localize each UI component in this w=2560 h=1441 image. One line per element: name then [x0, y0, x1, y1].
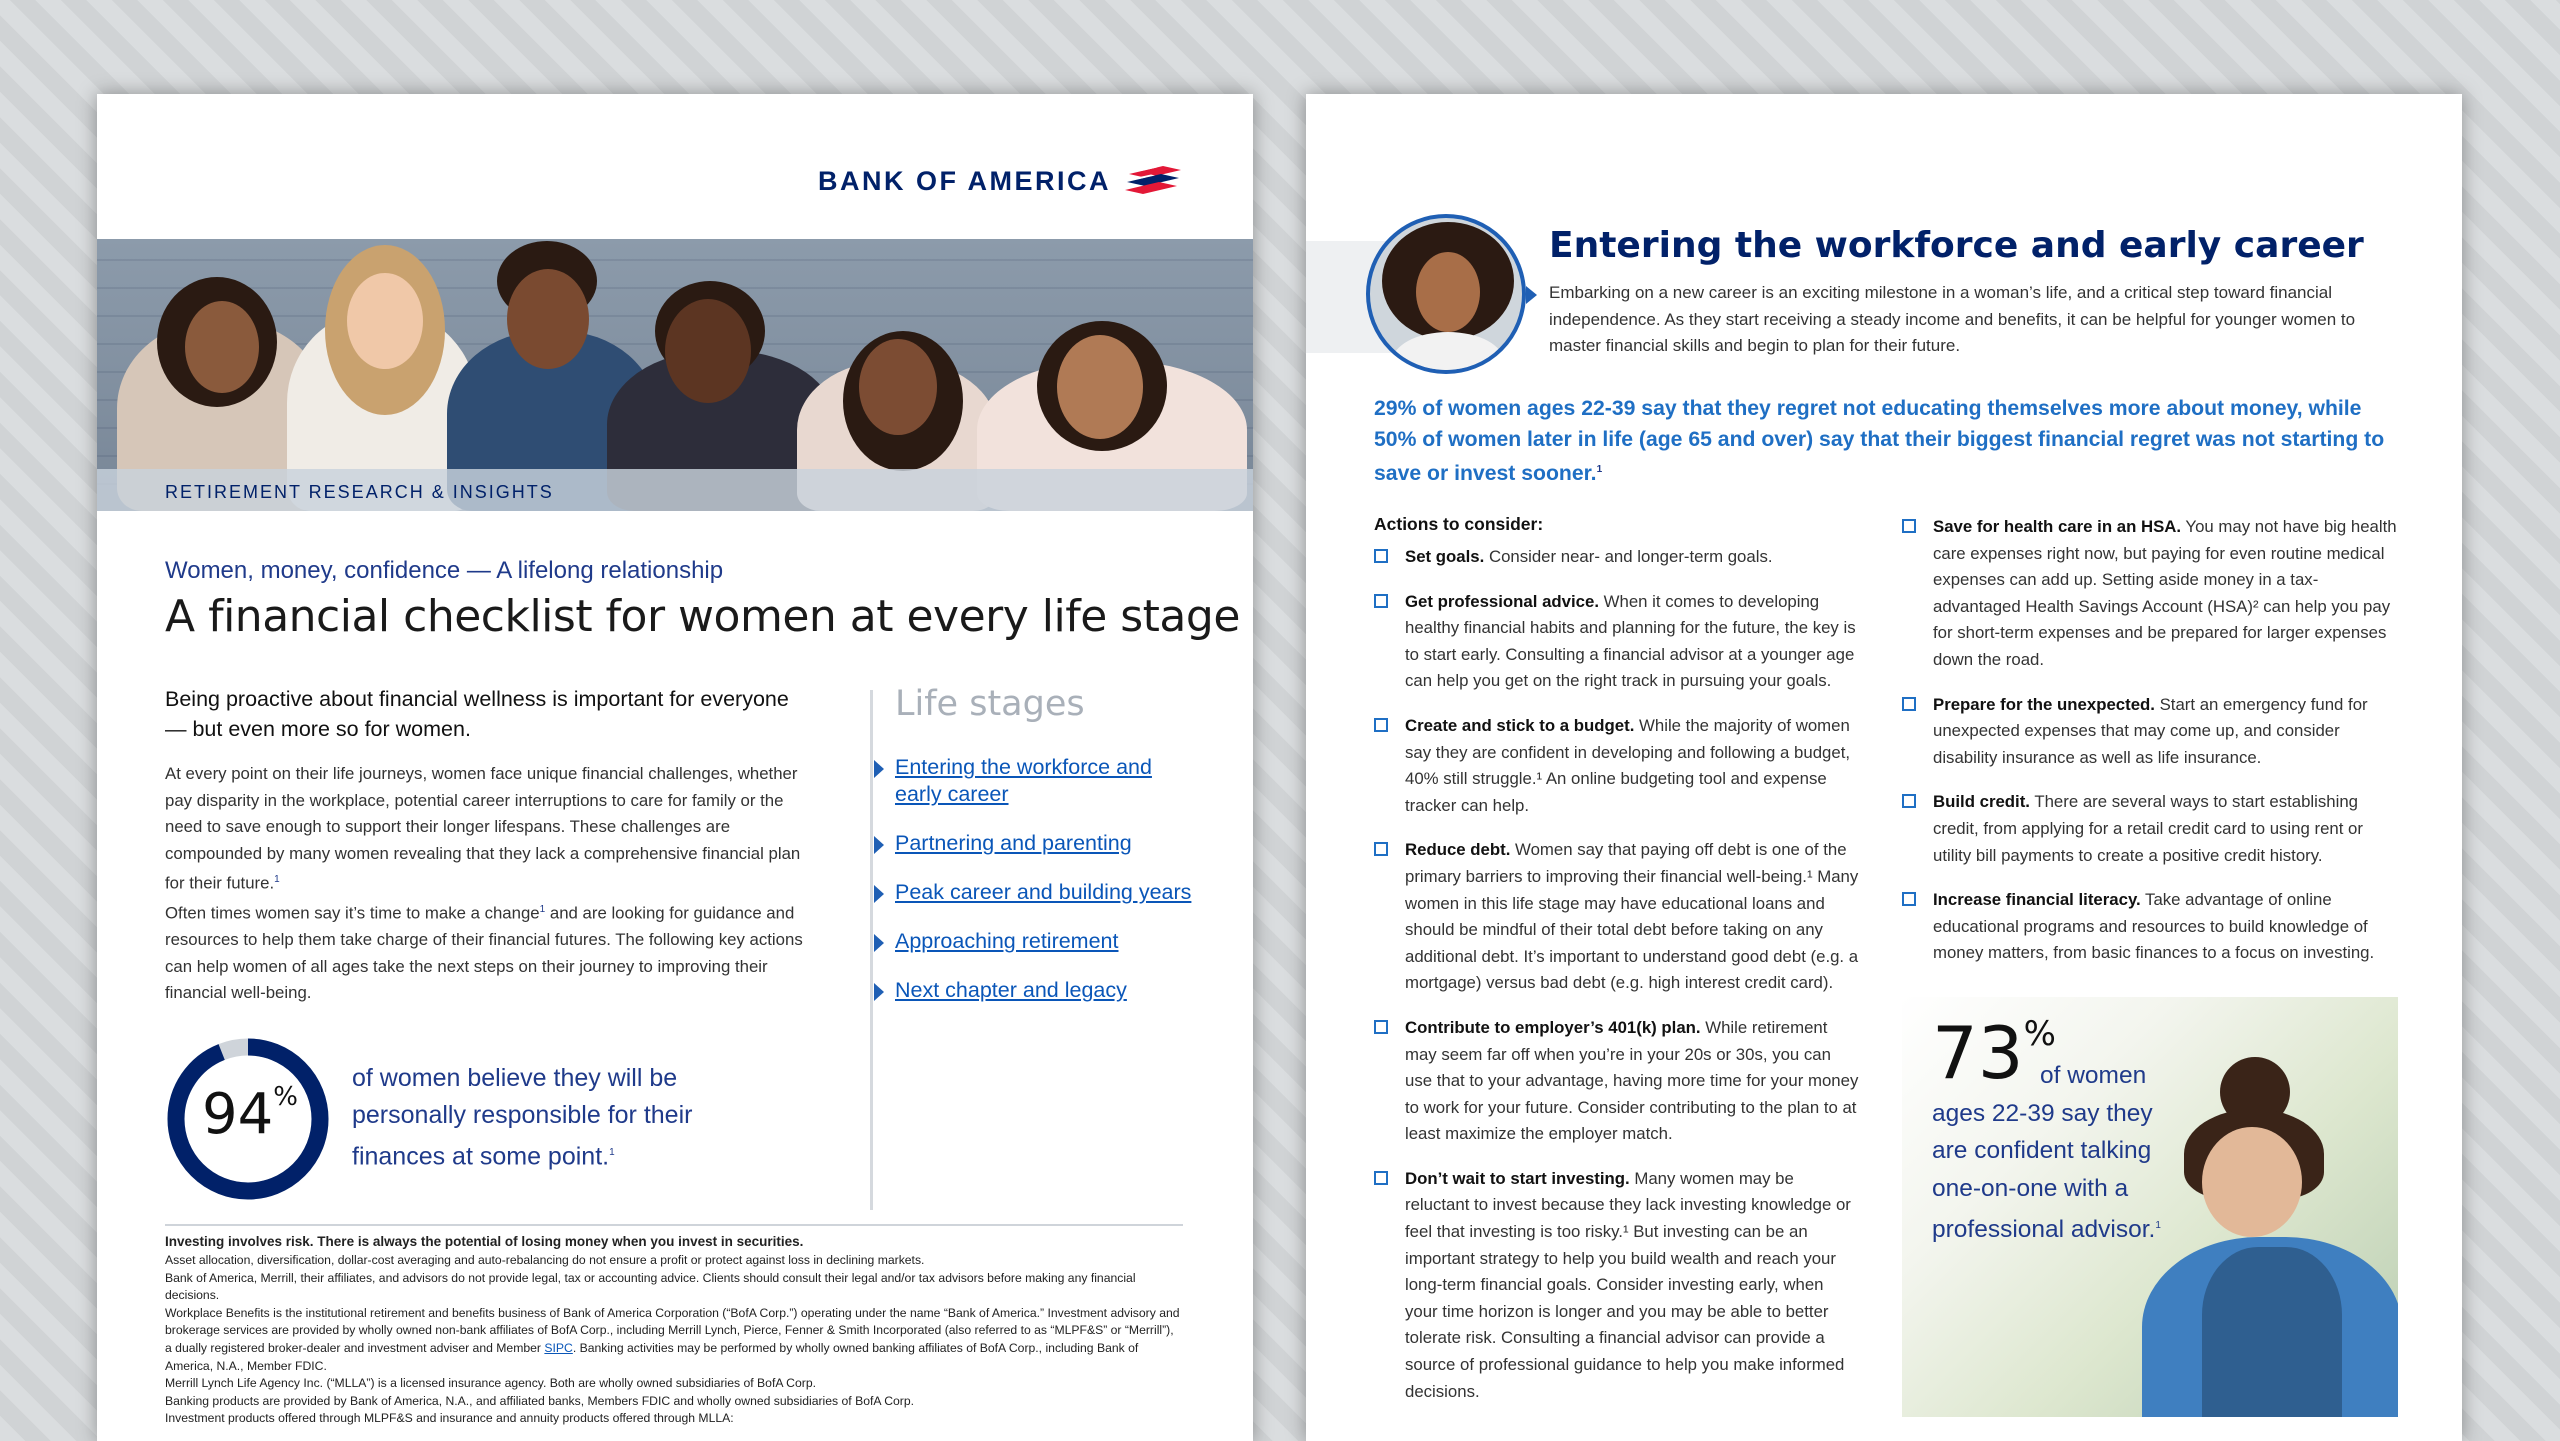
life-stage-link-legacy[interactable]: Next chapter and legacy — [895, 978, 1127, 1002]
life-stage-item[interactable] — [874, 928, 1204, 955]
action-item: Prepare for the unexpected. Start an emergency fund for unexpected expenses that may come up, and consider disability insurance as well as life insurance. — [1902, 692, 2402, 772]
disclaimer-line: Merrill Lynch Life Agency Inc. (“MLLA”) is a licensed insurance agency. Both are wholly owned subsidiaries of BofA Corp. — [165, 1376, 816, 1391]
checkbox-icon[interactable] — [1902, 519, 1916, 533]
checklist-page-inside — [1306, 94, 2462, 1441]
life-stage-item[interactable] — [874, 977, 1204, 1004]
arrow-right-icon — [874, 934, 884, 952]
footnote-ref[interactable]: 1 — [609, 1147, 615, 1158]
disclaimer-line: Asset allocation, diversification, dollar-cost averaging and auto-rebalancing do not ensure a profit or protect against loss in declining markets. — [165, 1253, 925, 1267]
sipc-link[interactable]: SIPC — [544, 1340, 573, 1355]
life-stage-link-peak-career[interactable]: Peak career and building years — [895, 880, 1192, 904]
lead-paragraph: Being proactive about financial wellness is important for everyone — but even more so for women. — [165, 687, 789, 741]
section-title: Entering the workforce and early career — [1549, 225, 2364, 266]
life-stages-heading: Life stages — [895, 684, 1085, 724]
checkbox-icon[interactable] — [1902, 794, 1916, 808]
hero-photo — [97, 239, 1253, 511]
stat-value: 94% — [202, 1082, 298, 1147]
action-item: Save for health care in an HSA. You may not have big health care expenses right now, but paying for even routine medical expenses can add up. Setting aside money in a tax-advantaged Health Savings Account (HSA)² can help you pay for short-term expenses and be prepared for larger expenses down the road. — [1902, 514, 2402, 674]
life-stages-divider — [870, 690, 873, 1210]
action-item: Increase financial literacy. Take advantage of online educational programs and resources to build knowledge of money matters, from basic finances to a focus on investing. — [1902, 887, 2402, 967]
life-stage-item[interactable] — [874, 754, 1204, 808]
action-item: Build credit. There are several ways to start establishing credit, from applying for a retail credit card to using rent or utility bill payments to create a positive credit history. — [1902, 789, 2402, 869]
checkbox-icon[interactable] — [1374, 594, 1388, 608]
action-item: Get professional advice. When it comes to developing healthy financial habits and planning for the future, the key is to start early. Consulting a financial advisor at a younger age can help you get on the right track in pursuing your goals. — [1374, 589, 1860, 695]
promo-stat-value: 73% — [1932, 1011, 2056, 1095]
disclaimer-risk-line: Investing involves risk. There is always the potential of losing money when you invest in securities. — [165, 1234, 804, 1249]
footnote-ref[interactable]: 1 — [274, 874, 280, 885]
footnote-ref[interactable]: 1 — [2155, 1220, 2161, 1231]
footnote-ref[interactable]: 1 — [1596, 464, 1603, 475]
document-subtitle: Women, money, confidence — A lifelong relationship — [165, 557, 724, 584]
checkbox-icon[interactable] — [1374, 1020, 1388, 1034]
action-item: Create and stick to a budget. While the majority of women say they are confident in developing and following a budget, 40% still struggle.¹ An online budgeting tool and expense tracker can help. — [1374, 713, 1860, 819]
portrait-photo — [1366, 214, 1526, 374]
life-stage-link-early-career[interactable]: Entering the workforce and early career — [895, 755, 1152, 806]
pointer-arrow-icon — [1526, 286, 1537, 304]
intro-paragraph: At every point on their life journeys, women face unique financial challenges, whether pay disparity in the workplace, potential career interruptions to care for family or the need to save enough to support their longer lifespans. These challenges are compounded by many women revealing that they lack a comprehensive financial plan for their future.$^1$ — [165, 764, 801, 893]
disclaimer-divider — [165, 1224, 1183, 1226]
action-item: Don’t wait to start investing. Many women may be reluctant to invest because they lack investing knowledge or feel that investing is too risky.¹ But investing can be an important strategy to help you build wealth and reach your long-term financial goals. Consider investing early, when your time horizon is longer and you may be able to better tolerate risk. Consulting a financial advisor can provide a source of professional guidance to help you make informed decisions. — [1374, 1166, 1860, 1405]
checklist-page-front — [97, 94, 1253, 1441]
series-label: RETIREMENT RESEARCH & INSIGHTS — [165, 482, 554, 502]
arrow-right-icon — [874, 836, 884, 854]
logo-wordmark: BANK OF AMERICA — [818, 165, 1111, 196]
flag-logo-icon — [1123, 164, 1185, 198]
disclaimer-line: Banking products are provided by Bank of America, N.A., and affiliated banks, Members FDIC and wholly owned subsidiaries of BofA Corp. — [165, 1393, 915, 1408]
action-item: Reduce debt. Women say that paying off debt is one of the primary barriers to improving their financial well-being.¹ Many women in this life stage may have educational loans and should be mindful of their total debt before taking on any additional debt. It’s important to understand good debt (e.g. a mortgage) versus bad debt (e.g. high interest credit card). — [1374, 837, 1860, 997]
document-title: A financial checklist for women at every life stage — [165, 591, 1240, 642]
actions-list-left — [1374, 544, 1860, 1423]
arrow-right-icon — [874, 983, 884, 1001]
promo-photo-callout — [1902, 997, 2398, 1417]
arrow-right-icon — [874, 760, 884, 778]
disclaimer-line: Workplace Benefits is the institutional retirement and benefits business of Bank of America Corporation (“BofA Corp.”) operating under the name “Bank of America.” Investment advisory and brokerage services are provided by wholly owned non-bank affiliates of BofA Corp., including Merrill Lynch, Pierce, Fenner & Smith Incorporated (also referred to as “MLPF&S” or “Merrill”), a dually registered broker-dealer and investment adviser and Member SIPC. Banking activities may be performed by wholly owned banking affiliates of BofA Corp., including Bank of America, N.A., Member FDIC. — [165, 1305, 1180, 1373]
action-item: Contribute to employer’s 401(k) plan. While retirement may seem far off when you’re in your 20s or 30s, you can use that to your advantage, having more time for your money to work for your future. Consider contributing to the plan to at least maximize the employer match. — [1374, 1015, 1860, 1148]
checkbox-icon[interactable] — [1374, 842, 1388, 856]
disclaimer-block — [165, 1232, 1183, 1428]
checkbox-icon[interactable] — [1374, 718, 1388, 732]
checkbox-icon[interactable] — [1902, 697, 1916, 711]
checkbox-icon[interactable] — [1374, 1171, 1388, 1185]
life-stage-item[interactable] — [874, 830, 1204, 857]
action-item: Set goals. Consider near- and longer-term goals. — [1374, 544, 1860, 571]
disclaimer-line: Investment products offered through MLPF&S and insurance and annuity products offered through MLLA: — [165, 1411, 734, 1426]
guidance-paragraph: Often times women say it’s time to make a change$^1$ and are looking for guidance and resources to help them take charge of their financial futures. The following key actions can help women of all ages take the next steps on their journey to improving their financial well-being. — [165, 903, 803, 1003]
life-stage-link-parenting[interactable]: Partnering and parenting — [895, 831, 1132, 855]
life-stage-item[interactable] — [874, 879, 1204, 906]
pull-quote: 29% of women ages 22-39 say that they regret not educating themselves more about money, while 50% of women later in life (age 65 and over) say that their biggest financial regret was not starting to save or invest sooner.$^1$ — [1374, 397, 2385, 486]
stat-description: of women believe they will be personally responsible for their finances at some point.$^1$ — [352, 1064, 693, 1171]
life-stage-link-retirement[interactable]: Approaching retirement — [895, 929, 1119, 953]
footnote-ref[interactable]: 1 — [539, 904, 546, 915]
actions-heading: Actions to consider: — [1374, 514, 1544, 534]
life-stages-nav — [874, 754, 1204, 1026]
arrow-right-icon — [874, 885, 884, 903]
promo-stat-text: of women ages 22-39 say they are confident talking one-on-one with a professional advisor.$^1$ — [1932, 1062, 2161, 1244]
disclaimer-line: Bank of America, Merrill, their affiliates, and advisors do not provide legal, tax or accounting advice. Clients should consult their legal and/or tax advisors before making any financial decisions. — [165, 1270, 1136, 1303]
checkbox-icon[interactable] — [1374, 549, 1388, 563]
section-intro: Embarking on a new career is an exciting milestone in a woman’s life, and a critical step toward financial independence. As they start receiving a steady income and benefits, it can be helpful for younger women to master financial skills and begin to plan for their future. — [1549, 283, 2356, 355]
actions-list-right — [1902, 514, 2402, 985]
bank-logo[interactable] — [818, 164, 1185, 198]
checkbox-icon[interactable] — [1902, 892, 1916, 906]
